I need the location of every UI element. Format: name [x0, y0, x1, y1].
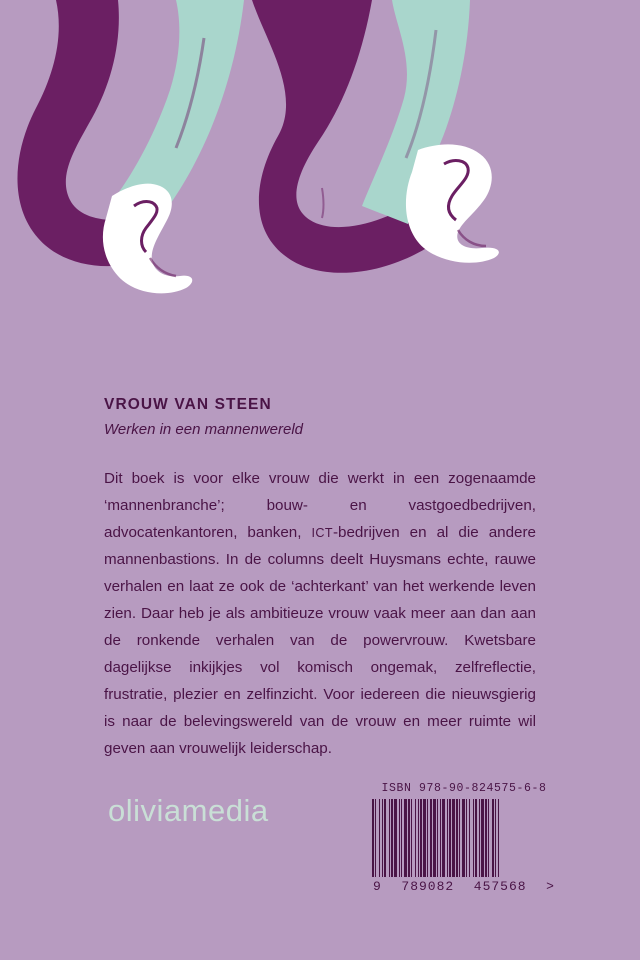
isbn-label: ISBN 978-90-824575-6-8: [381, 782, 547, 795]
barcode-digits: [372, 879, 556, 894]
barcode-area: [372, 782, 556, 894]
barcode-digit-group-2: 457568: [473, 879, 527, 894]
publisher-logo: [108, 795, 269, 826]
publisher-name-part-1: olivia: [108, 793, 182, 828]
page-subtitle: Werken in een mannenwereld: [104, 420, 304, 438]
barcode-digit-group-1: 789082: [401, 879, 455, 894]
publisher-name-part-2: media: [181, 793, 269, 828]
blurb-text: [104, 465, 536, 763]
woman-legs-walking-illustration: [0, 0, 640, 370]
barcode-digit-left: 9: [373, 879, 382, 894]
blurb-part-2: -bedrijven en al die andere mannenbastions. In de columns deelt Huysmans echte, rauwe verhalen en laat ze ook de ‘achterkant’ van het werkende leven zien. Daar heb je als ambitieuze vrouw vaak meer aan dan aan de ronkende verhalen van de powervrouw. Kwetsbare dagelijkse inkijkjes vol komisch ongemak, zelfreflectie, frustratie, plezier en zelfinzicht. Voor iedereen die nieuwsgierig is naar de belevingswereld van de vrouw en meer ruimte wil geven aan vrouwelijk leiderschap.: [104, 523, 536, 758]
page-title: VROUW VAN STEEN: [104, 396, 272, 413]
blurb-smallcaps: ICT: [311, 525, 333, 540]
cover-text-block: [104, 396, 536, 762]
barcode-digit-right: >: [546, 879, 555, 894]
barcode-bars: [372, 799, 556, 877]
blurb-part-1: Dit boek is voor elke vrouw die werkt in een zogenaamde ‘mannenbranche’; bouw- en vastgoedbedrijven, advocatenkantoren, banken,: [104, 469, 536, 541]
